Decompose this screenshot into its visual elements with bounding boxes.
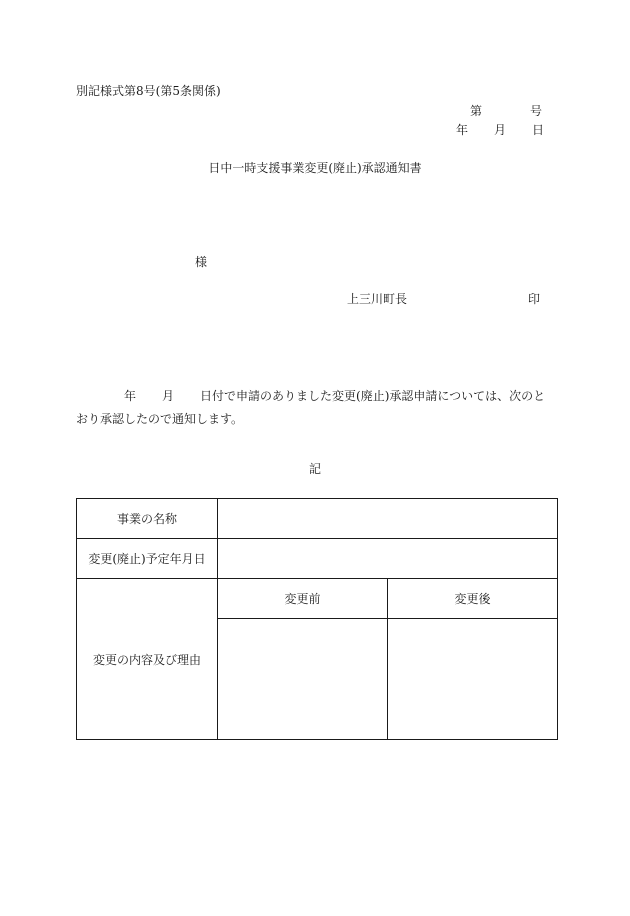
scheduled-date-label: 変更(廃止)予定年月日	[77, 539, 218, 579]
detail-table	[76, 498, 558, 740]
doc-number-prefix: 第	[470, 104, 483, 118]
addressee-honorific: 様	[195, 255, 208, 269]
table-row	[77, 499, 558, 539]
business-name-label: 事業の名称	[77, 499, 218, 539]
after-value[interactable]	[388, 619, 558, 740]
body-month: 月	[162, 389, 175, 403]
body-paragraph	[76, 385, 556, 431]
change-content-label: 変更の内容及び理由	[77, 579, 218, 740]
date-year: 年	[456, 123, 469, 137]
table-row	[77, 539, 558, 579]
scheduled-date-value[interactable]	[218, 539, 558, 579]
date-day: 日	[532, 123, 545, 137]
ki-heading: 記	[308, 462, 321, 476]
body-year: 年	[124, 389, 137, 403]
before-value[interactable]	[218, 619, 388, 740]
document-number	[470, 105, 542, 117]
table-row	[77, 579, 558, 619]
doc-number-suffix: 号	[530, 104, 543, 118]
issue-date	[456, 124, 544, 136]
business-name-value[interactable]	[218, 499, 558, 539]
document-title: 日中一時支援事業変更(廃止)承認通知書	[208, 161, 422, 175]
form-number: 別記様式第8号(第5条関係)	[76, 84, 221, 98]
issuer-name: 上三川町長	[347, 292, 408, 306]
after-header: 変更後	[388, 579, 558, 619]
date-month: 月	[494, 123, 507, 137]
body-text: 日付で申請のありました変更(廃止)承認申請については、次のとおり承認したので通知します。	[76, 389, 546, 426]
before-header: 変更前	[218, 579, 388, 619]
seal-mark: 印	[528, 292, 541, 306]
